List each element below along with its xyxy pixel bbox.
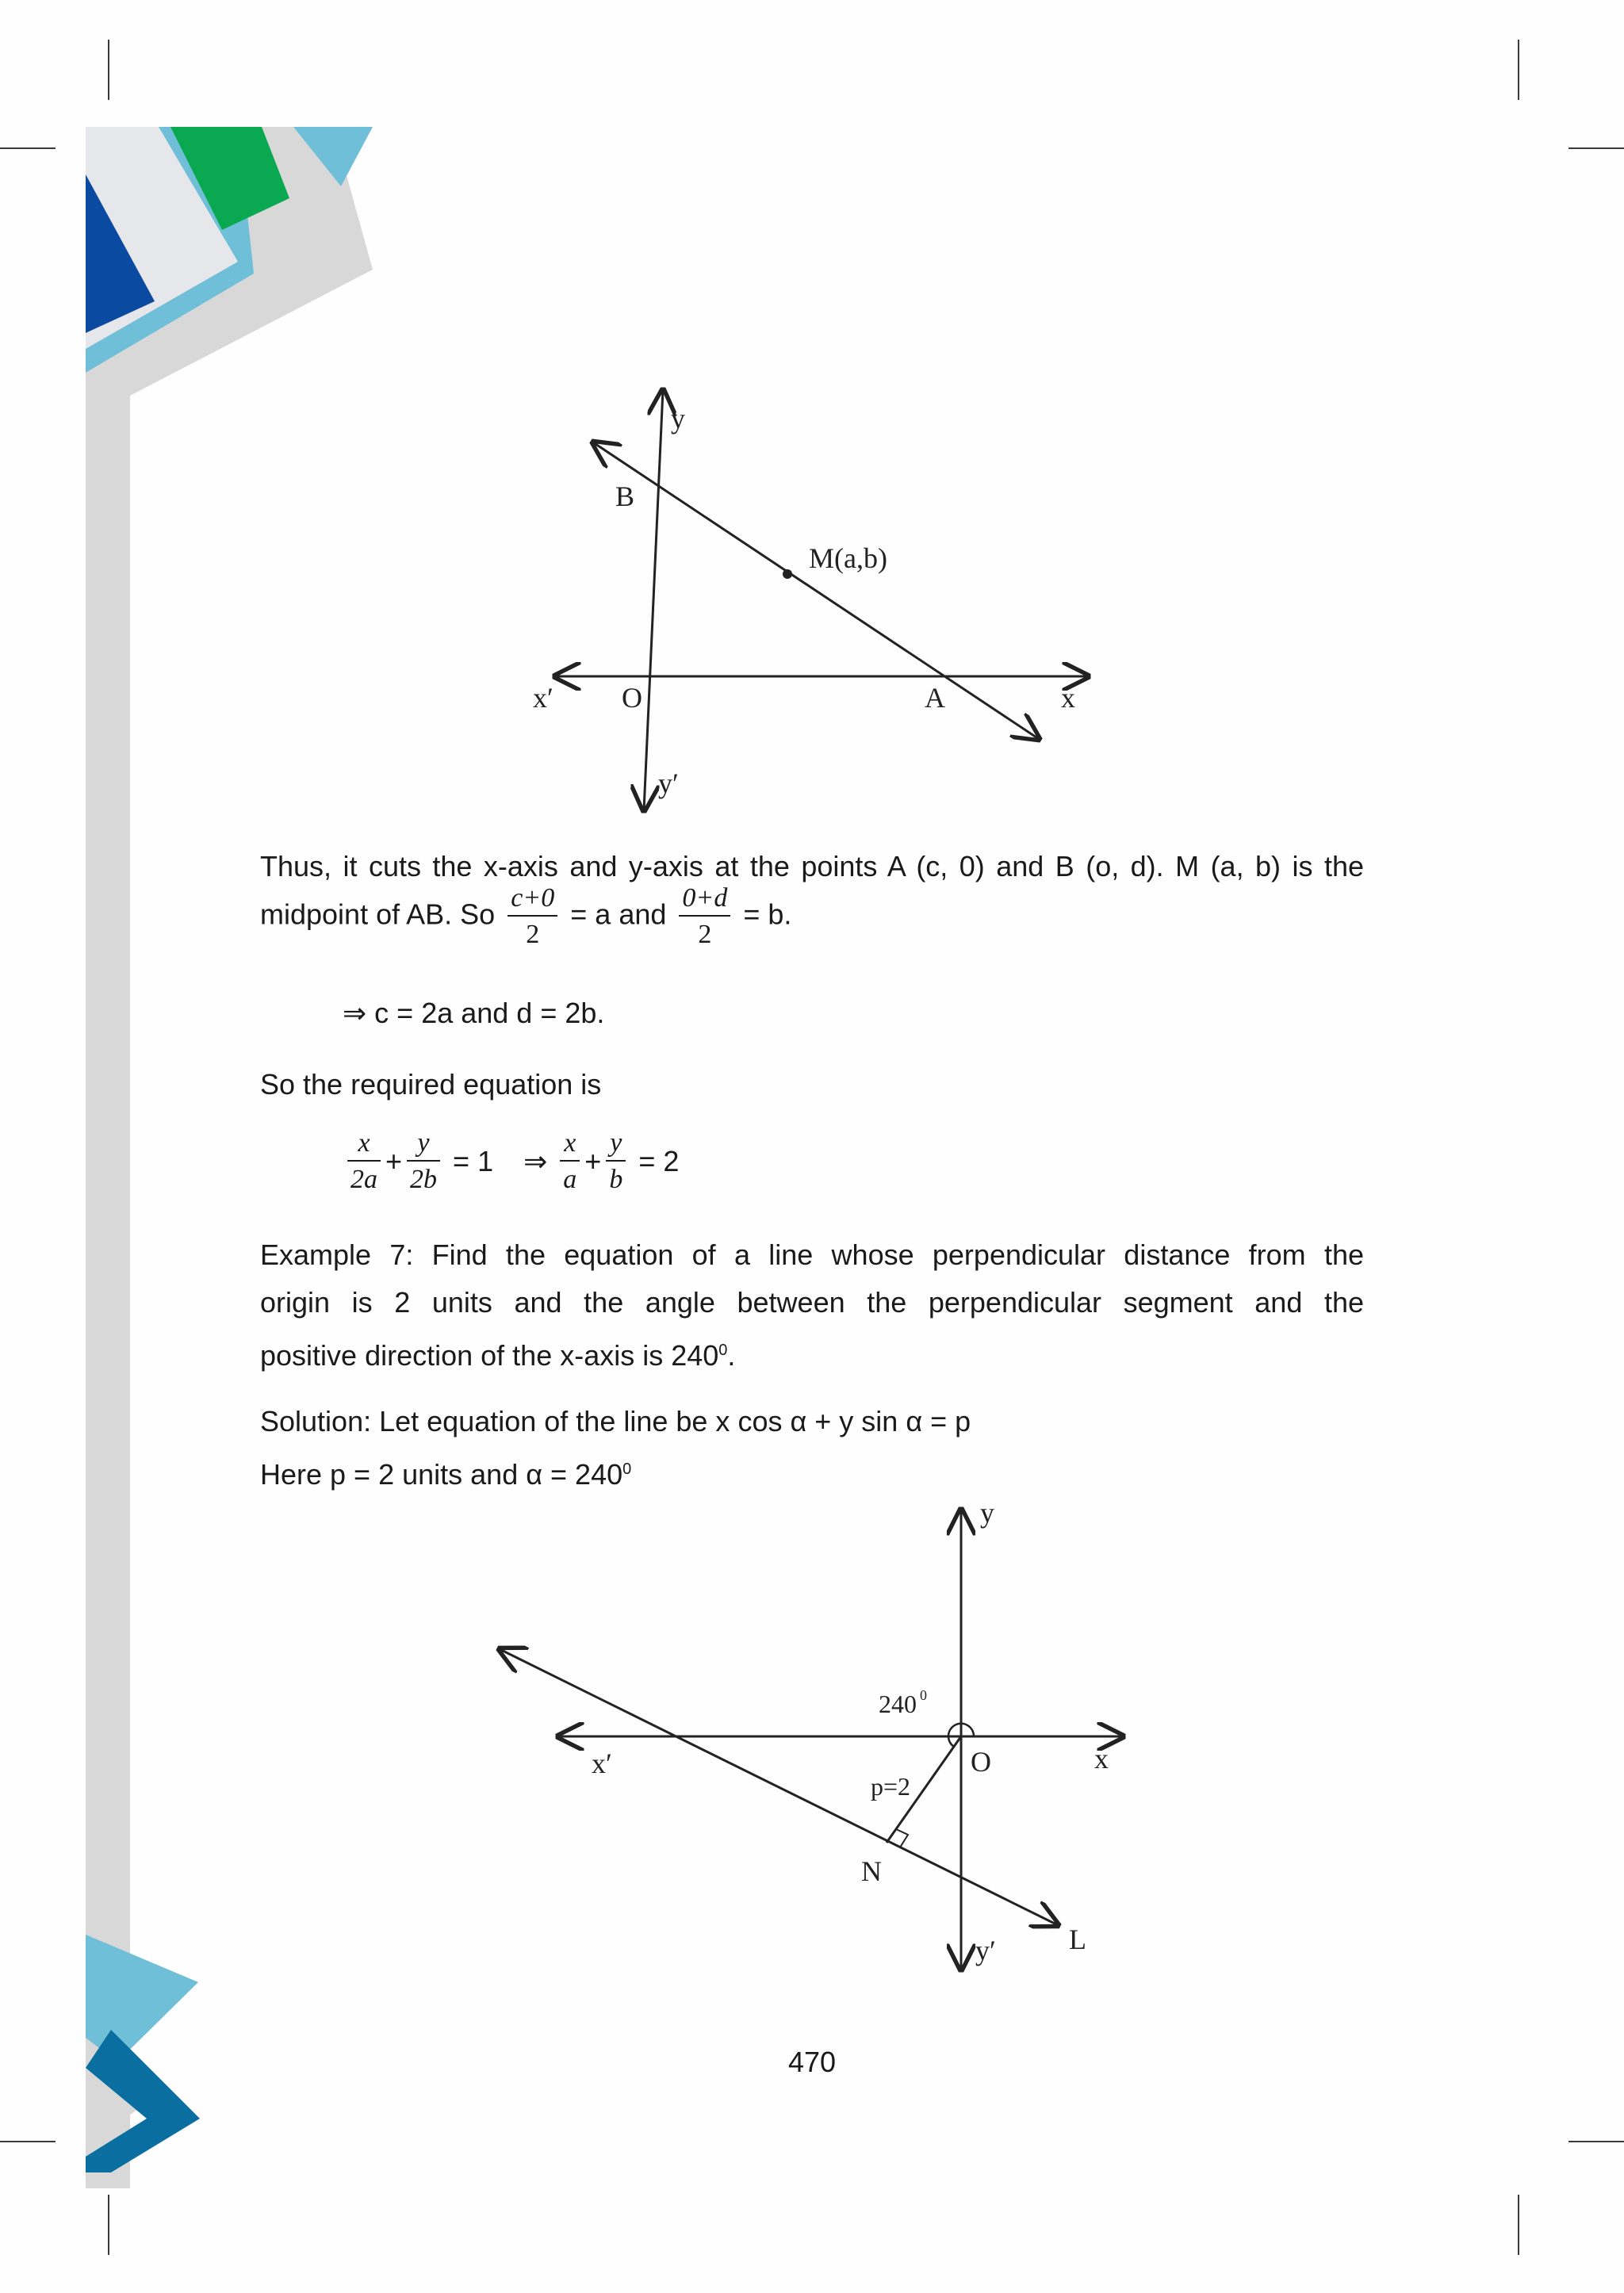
fraction-denominator: b (606, 1160, 626, 1193)
fraction-c-plus-0 (508, 885, 557, 948)
fraction-denominator: a (560, 1160, 580, 1193)
midpoint-M (783, 569, 792, 579)
fraction-denominator: 2a (347, 1160, 381, 1193)
text-line: Example 7: Find the equation of a line whose perpendicular distance from the (260, 1238, 1364, 1271)
plus-sign: + (584, 1145, 602, 1177)
fraction-denominator: 2 (679, 915, 730, 948)
label-x-prime: x′ (533, 682, 553, 714)
label-y: y (980, 1497, 994, 1529)
label-O: O (971, 1746, 991, 1778)
solution-line (260, 1398, 1364, 1445)
degree-superscript: 0 (718, 1342, 728, 1359)
text-line: origin is 2 units and the angle between the perpendicular segment and the (260, 1286, 1364, 1319)
line-L (500, 1649, 1058, 1925)
text-line: Thus, it cuts the x-axis and y-axis at the points A (c, 0) and B (o, d). M (a, b) is the (260, 850, 1364, 882)
text-line: = b. (743, 898, 792, 931)
plus-sign: + (385, 1145, 403, 1177)
implies-symbol: ⇒ (523, 1145, 548, 1177)
label-y-prime: y′ (975, 1935, 996, 1966)
label-N: N (861, 1855, 882, 1887)
label-x-prime: x′ (592, 1748, 612, 1779)
fraction-0-plus-d (679, 885, 730, 948)
label-O: O (622, 682, 642, 714)
implication-c-d (343, 990, 1446, 1037)
fraction-numerator: 0+d (682, 883, 728, 913)
paragraph-intercepts (260, 843, 1364, 890)
example7-line (260, 1231, 1364, 1279)
text-line: = a and (570, 898, 667, 931)
label-B: B (615, 480, 635, 512)
fraction-x-over-2a (347, 1130, 381, 1193)
text-line: So the required equation is (260, 1068, 602, 1101)
fraction-x-over-a (560, 1130, 580, 1193)
crop-mark (1518, 2195, 1519, 2255)
fraction-numerator: x (564, 1128, 576, 1158)
equals-one: = 1 (453, 1145, 494, 1177)
equation-intercept-form (343, 1130, 679, 1193)
fraction-numerator: y (610, 1128, 622, 1158)
line-AB (593, 442, 1039, 739)
degree-superscript: 0 (622, 1460, 632, 1478)
label-y: y (671, 403, 685, 434)
right-angle-mark (896, 1829, 908, 1847)
text-line: ⇒ c = 2a and d = 2b. (343, 997, 605, 1029)
label-L: L (1069, 1924, 1086, 1955)
page-number: 470 (787, 2046, 837, 2078)
label-p: p=2 (871, 1772, 911, 1801)
label-M: M(a,b) (809, 542, 887, 574)
text-line: Solution: Let equation of the line be x cos α + y sin α = p (260, 1405, 971, 1437)
equals-two: = 2 (638, 1145, 680, 1177)
text-line: Here p = 2 units and α = 240 (260, 1458, 623, 1491)
text-line: . (727, 1339, 736, 1372)
fraction-numerator: c+0 (511, 883, 555, 913)
fraction-denominator: 2 (508, 915, 557, 948)
label-y-prime: y′ (658, 768, 679, 799)
diagram-intercept-line (508, 373, 1110, 825)
required-equation-intro (260, 1061, 1364, 1108)
text-line: positive direction of the x-axis is 240 (260, 1339, 719, 1372)
fraction-y-over-b (606, 1130, 626, 1193)
example7-line (260, 1279, 1364, 1326)
crop-mark (1518, 40, 1519, 100)
label-x: x (1094, 1743, 1109, 1774)
fraction-numerator: y (417, 1128, 430, 1158)
crop-mark (1568, 2141, 1624, 2142)
crop-mark (1568, 147, 1624, 149)
fraction-denominator: 2b (407, 1160, 440, 1193)
fraction-y-over-2b (407, 1130, 440, 1193)
fraction-numerator: x (358, 1128, 370, 1158)
text-line: midpoint of AB. So (260, 898, 496, 931)
paragraph-midpoint (260, 885, 1364, 948)
diagram-normal-form (476, 1491, 1142, 1982)
border-gray-bar (86, 365, 130, 2188)
y-axis (644, 390, 663, 810)
example7-line (260, 1326, 1364, 1380)
label-angle-degree: 0 (920, 1687, 927, 1703)
label-A: A (925, 682, 945, 714)
label-x: x (1061, 682, 1075, 714)
label-angle: 240 (879, 1690, 917, 1718)
